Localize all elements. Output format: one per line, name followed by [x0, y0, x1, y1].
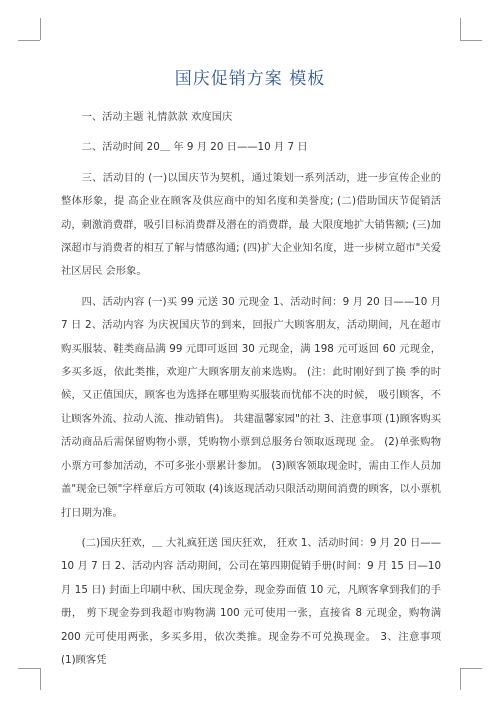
paragraph-content-two: (二)国庆狂欢，＿ 大礼疯狂送 国庆狂欢， 狂欢 1、活动时间：9 月 20 日——10 月 7 日 2、活动内容 活动期间，公司在第四期促销手册(时间：9 月 15 日—10 月 15 日) 封面上印刷中秋、国庆现金券，现金券面值 10 元，凡顾客拿到我们的手册， 剪下现金券到我超市购物满 100 元可使用一张，直接省 8 元现金，购物满 200 元可使用两张，多买多用，依次类推。现金券不可兑换现金。 3、注意事项 (1)顾客凭 — [61, 536, 441, 666]
paragraph-content: 四、活动内容 (一)买 99 元送 30 元现金 1、活动时间：9 月 20 日——10 月 7 日 2、活动内容 为庆祝国庆节的到来，回报广大顾客朋友，活动期间，凡在超市购买服装、鞋类商品满 99 元即可返回 30 元现金，满 198 元可返回 60 元现金， 多买多返，依此类推，欢迎广大顾客朋友前来选购。 (注：此时刚好到了换 季的时候，又正值国庆，顾客也为选择在哪里购买服装而忧郁不决的时候， 吸引顾客，不让顾客外流、拉动人流、推动销售)。 共建温馨家园"的社 3、注意事项 (1)顾客购买活动商品后需保留购物小票，凭购物小票到总服务台领取返现现 金。 (2)单张购物小票方可参加活动，不可多张小票累计参加。 (3)顾客领取现金时，需由工作人员加盖"现金已领"字样章后方可领取 (4)该返现活动只限活动期间消费的顾客，以小票机打日期为准。 — [61, 295, 441, 519]
paragraph-theme: 一、活动主题 礼情款款 欢度国庆 — [81, 111, 233, 123]
crop-mark-top-right-h — [460, 40, 482, 41]
document-body — [61, 106, 441, 672]
crop-mark-top-left-h — [18, 40, 40, 41]
paragraph-purpose: 三、活动目的 (一)以国庆节为契机，通过策划一系列活动，进一步宣传企业的整体形象，提 高企业在顾客及供应商中的知名度和美誉度; (二)借助国庆节促销活动，刺激消费群，吸引目标消费群及潜在的消费群，最 大限度地扩大销售额; (三)加深超市与消费者的相互了解与情感沟通; (四)扩大企业知名度，进一步树立超市"关爱社区居民 会形象。 — [61, 171, 441, 278]
crop-mark-top-left-v — [40, 18, 41, 40]
crop-mark-bottom-left-v — [40, 668, 41, 690]
document-title: 国庆促销方案 模板 — [174, 69, 326, 89]
crop-mark-bottom-right-v — [460, 668, 461, 690]
crop-mark-bottom-left-h — [18, 668, 40, 669]
crop-mark-top-right-v — [460, 18, 461, 40]
paragraph-time: 二、活动时间 20＿ 年 9 月 20 日——10 月 7 日 — [81, 141, 308, 154]
crop-mark-bottom-right-h — [460, 668, 482, 669]
